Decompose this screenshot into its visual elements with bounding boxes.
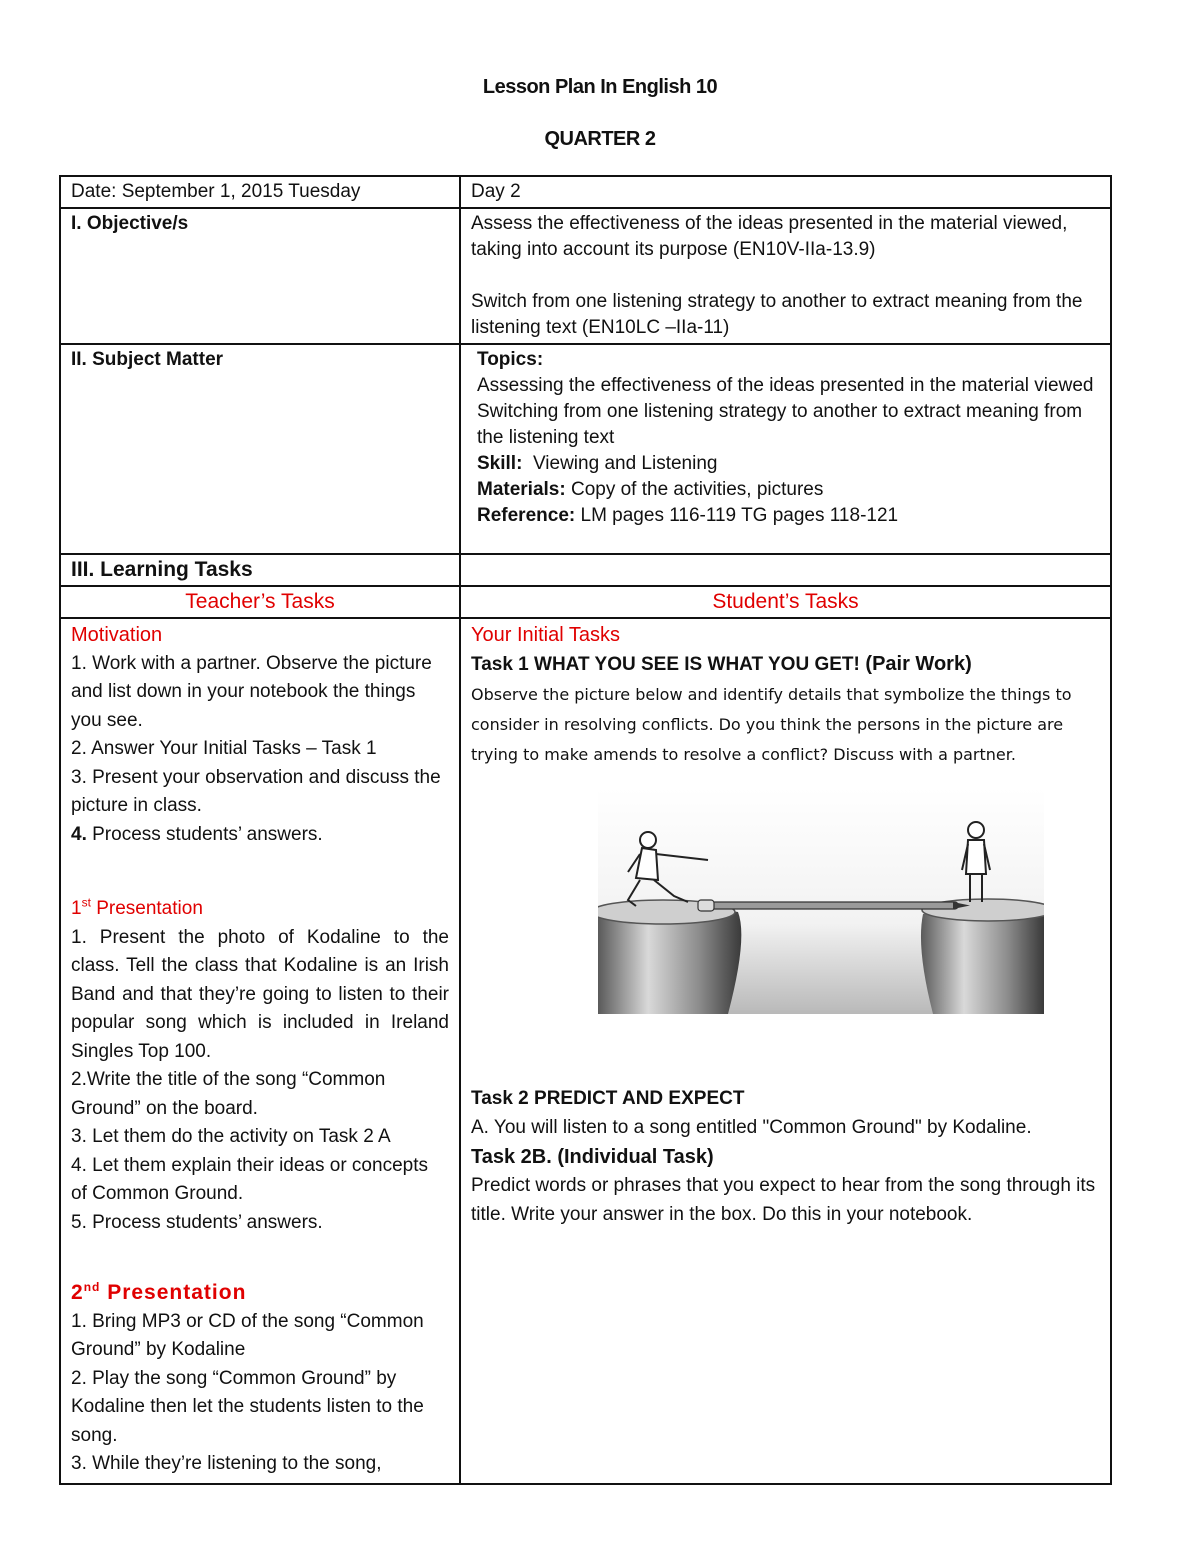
lesson-plan-table: [59, 175, 1112, 1485]
day-cell: Day 2: [460, 176, 1111, 208]
topic-item: Assessing the effectiveness of the ideas presented in the material viewed: [477, 375, 1094, 396]
materials-label: Materials:: [477, 479, 566, 500]
skill-line: [477, 451, 1100, 477]
subject-matter-label: II. Subject Matter: [60, 344, 460, 554]
skill-label: Skill:: [477, 453, 523, 474]
pres2-word: Presentation: [100, 1281, 247, 1304]
reference-value: LM pages 116-119 TG pages 118-121: [580, 505, 899, 526]
document-title: Lesson Plan In English 10: [482, 76, 718, 98]
initial-tasks-label: Your Initial Tasks: [471, 624, 620, 646]
empty-cell: [460, 554, 1111, 586]
task1-title-text: Task 1 WHAT YOU SEE IS WHAT YOU GET!: [471, 654, 860, 675]
date-cell: Date: September 1, 2015 Tuesday: [60, 176, 460, 208]
objectives-cell: [460, 208, 1111, 344]
date-row: [60, 176, 1111, 208]
materials-value: Copy of the activities, pictures: [570, 479, 824, 500]
presentation-item: 1. Bring MP3 or CD of the song “Common Ground” by Kodaline: [71, 1310, 424, 1360]
pres1-word: Presentation: [90, 898, 203, 919]
teacher-tasks-cell: [60, 618, 460, 1484]
presentation-item: 1. Present the photo of Kodaline to the class. Tell the class that Kodaline is an Irish Band and that they’re going to listen to their popular song which is included in Ireland Singles Top 100.: [71, 926, 449, 1062]
presentation-item: 2.Write the title of the song “Common Ground” on the board.: [71, 1069, 386, 1119]
second-presentation-label: [71, 1279, 449, 1308]
topic-item: Switching from one listening strategy to another to extract meaning from the listening text: [477, 401, 1083, 448]
motivation-item: 1. Work with a partner. Observe the picture and list down in your notebook the things you see.: [71, 652, 432, 731]
task2-instructions: A. You will listen to a song entitled "Common Ground" by Kodaline.: [471, 1117, 1032, 1138]
presentation-item: 5. Process students’ answers.: [71, 1211, 323, 1233]
subject-matter-cell: [460, 344, 1111, 554]
motivation-item: 3. Present your observation and discuss the picture in class.: [71, 766, 441, 816]
objectives-row: [60, 208, 1111, 344]
task2b-instructions: Predict words or phrases that you expect to hear from the song through its title. Write your answer in the box. Do this in your notebook.: [471, 1175, 1096, 1225]
task2-title: Task 2 PREDICT AND EXPECT: [471, 1088, 745, 1109]
presentation-item: 3. While they’re listening to the song,: [71, 1453, 382, 1474]
objective-item: Switch from one listening strategy to another to extract meaning from the listening text (EN10LC –IIa-11): [471, 291, 1083, 338]
pencil-bridge: [708, 902, 958, 909]
task1-instructions: Observe the picture below and identify details that symbolize the things to consider in resolving conflicts. Do you think the persons in the picture are trying to make amends to resolve a conflict? Discuss with a partner.: [471, 685, 1072, 764]
learning-tasks-row: [60, 554, 1111, 586]
skill-value: Viewing and Listening: [532, 453, 718, 474]
task1-suffix: (Pair Work): [859, 653, 972, 675]
reference-line: [477, 503, 1100, 529]
learning-tasks-label: III. Learning Tasks: [60, 554, 460, 586]
teacher-tasks-header: Teacher’s Tasks: [60, 586, 460, 618]
pres1-sup: st: [81, 895, 91, 910]
tasks-content-row: [60, 618, 1111, 1484]
motivation-label: Motivation: [71, 624, 163, 646]
quarter-heading: QUARTER 2: [544, 128, 656, 150]
presentation-item: 2. Play the song “Common Ground” by Kodaline then let the students listen to the song.: [71, 1367, 424, 1446]
pres1-number: 1: [71, 898, 82, 919]
subject-matter-row: [60, 344, 1111, 554]
presentation-item: 3. Let them do the activity on Task 2 A: [71, 1126, 391, 1147]
bridge-illustration: [598, 788, 1044, 1014]
presentation-item: 4. Let them explain their ideas or concepts of Common Ground.: [71, 1154, 428, 1204]
motivation-item-text: Process students’ answers.: [86, 823, 323, 845]
motivation-item: 2. Answer Your Initial Tasks – Task 1: [71, 738, 377, 759]
pres2-sup: nd: [83, 1280, 101, 1294]
motivation-item-number: 4.: [71, 823, 87, 845]
topics-label: Topics:: [477, 349, 544, 370]
tasks-header-row: [60, 586, 1111, 618]
objective-item: Assess the effectiveness of the ideas presented in the material viewed, taking into account its purpose (EN10V-IIa-13.9): [471, 213, 1068, 260]
student-tasks-header: Student’s Tasks: [460, 586, 1111, 618]
reference-label: Reference:: [477, 505, 576, 526]
first-presentation-label: [71, 895, 449, 924]
task1-title: [471, 649, 1100, 680]
student-tasks-cell: [460, 618, 1111, 1484]
task2b-title: Task 2B. (Individual Task): [471, 1146, 714, 1168]
objectives-label: I. Objective/s: [60, 208, 460, 344]
motivation-item: [71, 821, 449, 850]
materials-line: [477, 477, 1100, 503]
pres2-number: 2: [71, 1281, 84, 1304]
